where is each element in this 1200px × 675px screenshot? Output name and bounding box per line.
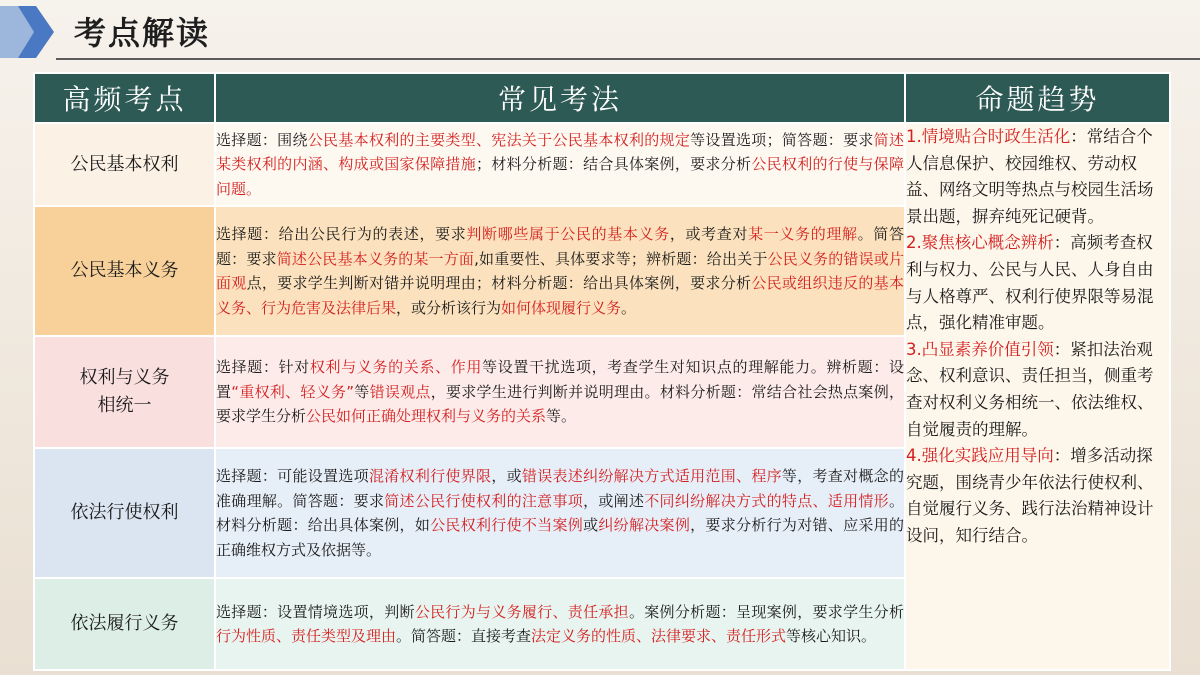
body-text: ：高频考查权利与权力、公民与人民、人身自由与人格尊严、权利行使界限等易混点，强化精准审题。 (906, 233, 1154, 333)
highlight-text: 错误观点 (369, 382, 431, 401)
highlight-text: 公民如何正确处理权利与义务的关系 (306, 407, 547, 426)
body-text: 点，要求学生判断对错并说明理由；材料分析题：给出具体案例，要求分析 (246, 274, 752, 292)
body-text: ，或 (491, 467, 522, 485)
body-text: ：常结合个人信息保护、校园维权、劳动权益、网络文明等热点与校园生活场景出题，摒弃纯死记硬背。 (906, 127, 1154, 226)
header-trends: 命题趋势 (905, 73, 1170, 123)
trend-item (906, 337, 1169, 443)
highlight-text: 2.聚焦核心概念辨析 (906, 233, 1054, 253)
description-cell (215, 578, 905, 670)
highlight-text: 公民基本权利的主要类型、宪法关于公民基本权利的规定 (307, 130, 691, 149)
topic-label: 公民基本义务 (70, 260, 179, 281)
table-header-row (34, 73, 1170, 123)
topic-label-line: 相统一 (97, 395, 152, 416)
highlight-text: 法定义务的性质、法律要求、责任形式 (531, 627, 787, 645)
highlight-text: 判断哪些属于公民的基本义务 (466, 225, 670, 243)
body-text: 选择题：可能设置选项 (216, 467, 369, 485)
body-text: 选择题：设置情境选项，判断 (216, 602, 415, 621)
highlight-text: 公民权利行使不当案例 (430, 516, 584, 534)
body-text: ,如重要性、具体要求等；辨析题：给出关于 (474, 249, 768, 268)
topic-label: 公民基本权利 (70, 153, 179, 175)
topic-label: 依法行使权利 (70, 502, 179, 523)
body-text: 等。 (546, 407, 577, 426)
highlight-text: 简述公民行使权利的注意事项 (384, 491, 584, 510)
highlight-text: 1.情境贴合时政生活化 (906, 127, 1071, 146)
page-title: 考点解读 (74, 14, 211, 52)
highlight-text: 如何体现履行义务 (501, 298, 622, 317)
topic-cell (34, 448, 215, 578)
highlight-text: 纠纷解决案例 (598, 516, 691, 534)
body-text: 等，考查对概念的准确理解。简答题：要求 (216, 467, 904, 510)
topic-label-line: 权利与义务 (79, 367, 170, 388)
title-divider (56, 58, 1200, 60)
body-text: 。案例分析题：呈现案例，要求学生分析 (628, 602, 904, 621)
highlight-text: 4.强化实践应用导向 (906, 446, 1054, 466)
body-text: 。 (621, 298, 637, 317)
body-text: ：增多活动探究题，围绕青少年依法行使权利、自觉履行义务、践行法治精神设计设问，知行结合。 (906, 446, 1154, 545)
body-text: 等核心知识。 (786, 627, 877, 645)
body-text: ；材料分析题：结合具体案例，要求分析 (476, 155, 752, 174)
highlight-text: 公民义务的错误或片面观 (216, 249, 904, 292)
highlight-text: 简述公民基本义务的某一方面 (276, 249, 475, 268)
highlight-text: “重权利、轻义务” (231, 382, 355, 401)
body-text: 。简答题：要求 (216, 225, 904, 268)
trend-cell (905, 123, 1170, 670)
topic-cell (34, 336, 215, 448)
highlight-text: 简述某类权利的内涵、构成或国家保障措施 (216, 130, 904, 174)
body-text: 选择题：针对 (216, 358, 310, 377)
header-high-frequency-points: 高频考点 (34, 73, 215, 123)
highlight-text: 公民权利的行使与保障问题。 (216, 155, 904, 198)
body-text: 选择题：给出公民行为的表述，要求 (216, 225, 467, 243)
description-cell (215, 206, 905, 336)
trend-item (906, 443, 1169, 549)
highlight-text: 公民或组织违反的基本义务、行为危害及法律后果 (216, 274, 904, 317)
table-row (34, 123, 1170, 206)
highlight-text: 不同纠纷解决方式的特点、适用情形 (644, 491, 889, 510)
body-text: ，或分析该行为 (396, 298, 502, 317)
body-text: 等设置选项；简答题：要求 (690, 130, 874, 149)
exam-points-table (33, 72, 1171, 671)
body-text: ：紧扣法治观念、权利意识、责任担当，侧重考查对权利义务相统一、依法维权、自觉履责的理解。 (906, 339, 1154, 439)
body-text: 等设置干扰选项，考查学生对知识点的理解能力。辨析题：设置 (216, 358, 904, 401)
body-text: ，或阐述 (583, 491, 645, 510)
highlight-text: 3.凸显素养价值引领 (906, 339, 1054, 359)
highlight-text: 错误表述纠纷解决方式适用范围、程序 (521, 467, 782, 485)
body-text: ，要求学生进行判断并说明理由。材料分析题：常结合社会热点案例，要求学生分析 (216, 382, 904, 426)
trend-item (906, 124, 1169, 230)
highlight-text: 某一义务的理解 (748, 225, 858, 243)
body-text: ，或考查对 (669, 225, 749, 243)
body-text: ，要求分析行为对错、应采用的正确维权方式及依据等。 (216, 516, 904, 559)
body-text: 。材料分析题：给出具体案例，如 (216, 491, 904, 534)
topic-cell (34, 206, 215, 336)
body-text: 选择题：围绕 (216, 130, 308, 149)
topic-cell (34, 578, 215, 670)
body-text: 等 (354, 382, 370, 401)
trend-item (906, 230, 1169, 336)
header-common-question-types: 常见考法 (215, 73, 905, 123)
body-text: 或 (583, 516, 599, 534)
description-cell (215, 123, 905, 206)
description-cell (215, 336, 905, 448)
body-text: 。简答题：直接考查 (396, 627, 532, 645)
description-cell (215, 448, 905, 578)
highlight-text: 行为性质、责任类型及理由 (216, 627, 397, 645)
highlight-text: 混淆权利行使界限 (368, 467, 492, 485)
chevron-arrows-icon (0, 4, 60, 60)
topic-cell (34, 123, 215, 206)
highlight-text: 公民行为与义务履行、责任承担 (414, 602, 629, 621)
topic-label: 依法履行义务 (70, 613, 179, 634)
highlight-text: 权利与义务的关系、作用 (309, 358, 483, 377)
